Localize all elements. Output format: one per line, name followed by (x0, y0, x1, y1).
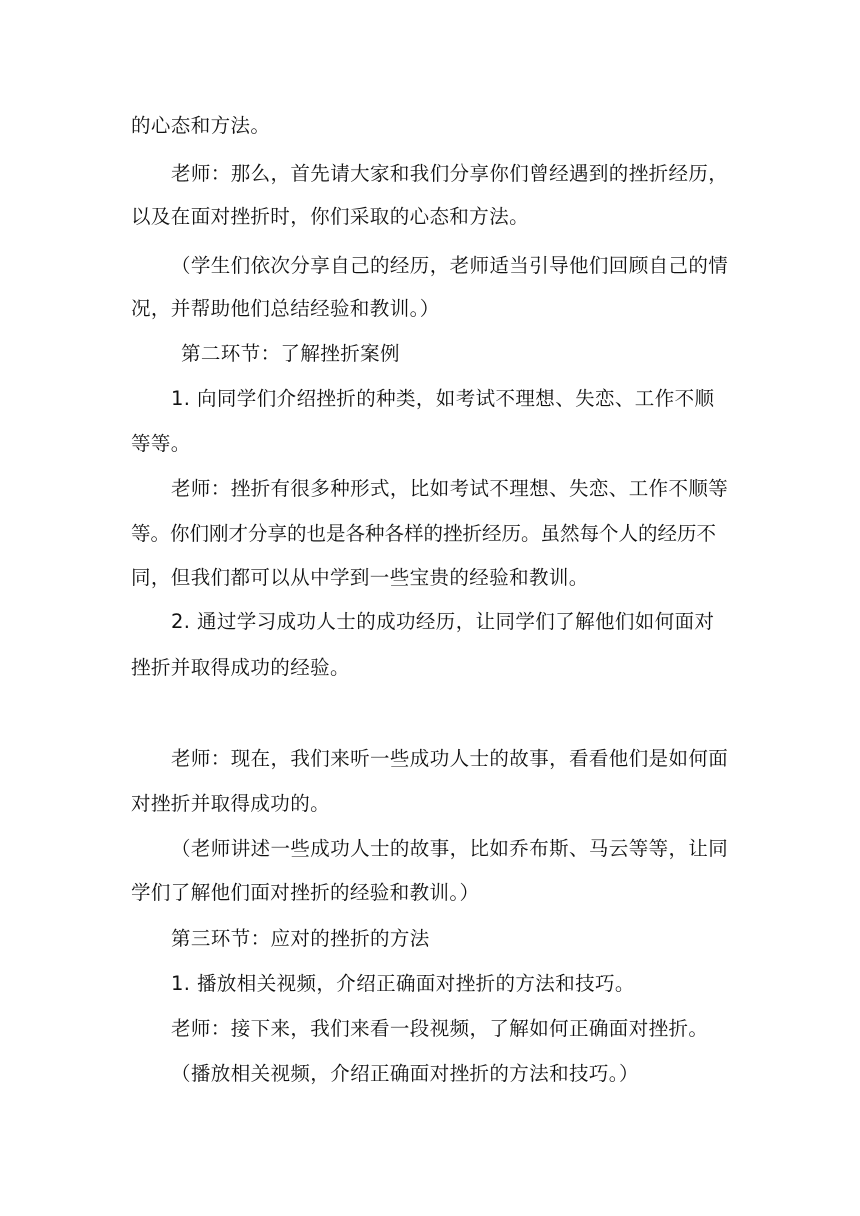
text-line: 的心态和方法。 (131, 114, 271, 137)
text-line: （学生们依次分享自己的经历，老师适当引导他们回顾自己的情 (171, 254, 729, 277)
text-line: 1. 播放相关视频，介绍正确面对挫折的方法和技巧。 (171, 972, 635, 995)
section-heading: 第二环节：了解挫折案例 (181, 342, 400, 365)
text-line: （播放相关视频，介绍正确面对挫折的方法和技巧。） (171, 1062, 639, 1085)
text-line: 以及在面对挫折时，你们采取的心态和方法。 (131, 205, 530, 228)
text-line: 对挫折并取得成功的。 (131, 792, 331, 815)
text-line: 等。你们刚才分享的也是各种各样的挫折经历。虽然每个人的经历不 (131, 522, 717, 545)
text-line: 2. 通过学习成功人士的成功经历，让同学们了解他们如何面对 (171, 610, 715, 633)
text-line: 学们了解他们面对挫折的经验和教训。） (131, 881, 480, 904)
text-line: 老师：挫折有很多种形式，比如考试不理想、失恋、工作不顺等 (171, 477, 729, 500)
text-line: 况，并帮助他们总结经验和教训。） (131, 297, 440, 320)
text-line: （老师讲述一些成功人士的故事，比如乔布斯、马云等等，让同 (171, 837, 729, 860)
text-line: 同，但我们都可以从中学到一些宝贵的经验和教训。 (131, 566, 589, 589)
text-line: 老师：接下来，我们来看一段视频，了解如何正确面对挫折。 (171, 1017, 709, 1040)
text-line: 挫折并取得成功的经验。 (131, 656, 350, 679)
text-line: 等等。 (131, 432, 191, 455)
text-line: 老师：现在，我们来听一些成功人士的故事，看看他们是如何面 (171, 747, 729, 770)
section-heading: 第三环节：应对的挫折的方法 (171, 927, 430, 950)
text-line: 1. 向同学们介绍挫折的种类，如考试不理想、失恋、工作不顺 (171, 387, 715, 410)
text-line: 老师：那么，首先请大家和我们分享你们曾经遇到的挫折经历， (171, 162, 729, 185)
